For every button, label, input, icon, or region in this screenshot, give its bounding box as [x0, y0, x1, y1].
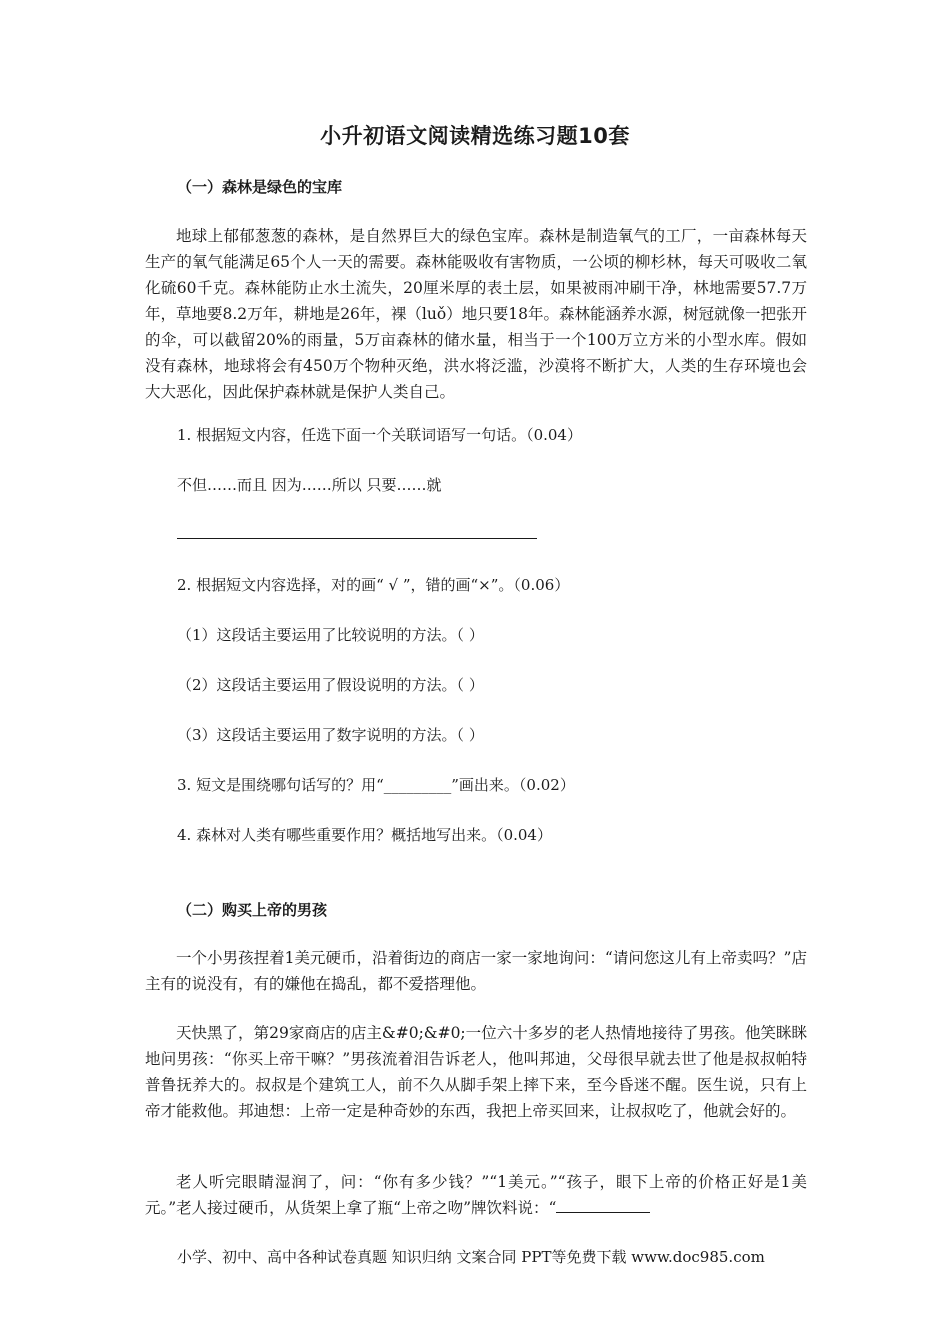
- section-2-heading: （二）购买上帝的男孩: [177, 901, 328, 919]
- question-2: 2. 根据短文内容选择，对的画“ √ ”，错的画“×”。（0.06）: [177, 576, 570, 594]
- question-1-options: 不但……而且 因为……所以 只要……就: [177, 476, 442, 494]
- question-2-item-1: （1）这段话主要运用了比较说明的方法。（ ）: [177, 626, 484, 644]
- section-1-passage: 地球上郁郁葱葱的森林，是自然界巨大的绿色宝库。森林是制造氧气的工厂，一亩森林每天生产的氧气能满足65个人一天的需要。森林能吸收有害物质，一公顷的柳杉林，每天可吸收二氧化硫60千克。森林能防止水土流失，20厘米厚的表土层，如果被雨冲刷干净，林地需要57.7万年，草地要8.2万年，耕地是26年，裸（luǒ）地只要18年。森林能涵养水源，树冠就像一把张开的伞，可以截留20%的雨量，5万亩森林的储水量，相当于一个100万立方米的小型水库。假如没有森林，地球将会有450万个物种灭绝，洪水将泛滥，沙漠将不断扩大，人类的生存环境也会大大恶化，因此保护森林就是保护人类自己。: [145, 227, 807, 401]
- question-2-item-3: （3）这段话主要运用了数字说明的方法。（ ）: [177, 726, 484, 744]
- section-2-paragraph-2: 天快黑了，第29家商店的店主&#0;&#0;一位六十多岁的老人热情地接待了男孩。他笑眯眯地问男孩：“你买上帝干嘛？”男孩流着泪告诉老人，他叫邦迪，父母很早就去世了他是叔叔帕特普鲁抚养大的。叔叔是个建筑工人，前不久从脚手架上摔下来，至今昏迷不醒。医生说，只有上帝才能救他。邦迪想：上帝一定是种奇妙的东西，我把上帝买回来，让叔叔吃了，他就会好的。: [145, 1024, 807, 1120]
- page-footer: 小学、初中、高中各种试卷真题 知识归纳 文案合同 PPT等免费下载 www.doc985.com: [177, 1248, 765, 1266]
- question-4: 4. 森林对人类有哪些重要作用？概括地写出来。（0.04）: [177, 826, 552, 844]
- question-3: 3. 短文是围绕哪句话写的？用“_________”画出来。（0.02）: [177, 776, 575, 794]
- section-2-paragraph-3: [145, 1169, 807, 1221]
- section-2-paragraph-3-text: 老人听完眼睛湿润了，问：“你有多少钱？”“1美元。”“孩子，眼下上帝的价格正好是1美元。”老人接过硬币，从货架上拿了瓶“上帝之吻”牌饮料说：“: [145, 1173, 807, 1217]
- document-title: 小升初语文阅读精选练习题10套: [320, 124, 630, 148]
- section-1-heading: （一）森林是绿色的宝库: [177, 178, 343, 196]
- fill-in-blank: [556, 1196, 650, 1213]
- answer-line: [177, 538, 537, 539]
- question-1: 1. 根据短文内容，任选下面一个关联词语写一句话。（0.04）: [177, 426, 582, 444]
- question-2-item-2: （2）这段话主要运用了假设说明的方法。（ ）: [177, 676, 484, 694]
- section-2-paragraph-1: 一个小男孩捏着1美元硬币，沿着街边的商店一家一家地询问：“请问您这儿有上帝卖吗？”店主有的说没有，有的嫌他在捣乱，都不爱搭理他。: [145, 949, 807, 993]
